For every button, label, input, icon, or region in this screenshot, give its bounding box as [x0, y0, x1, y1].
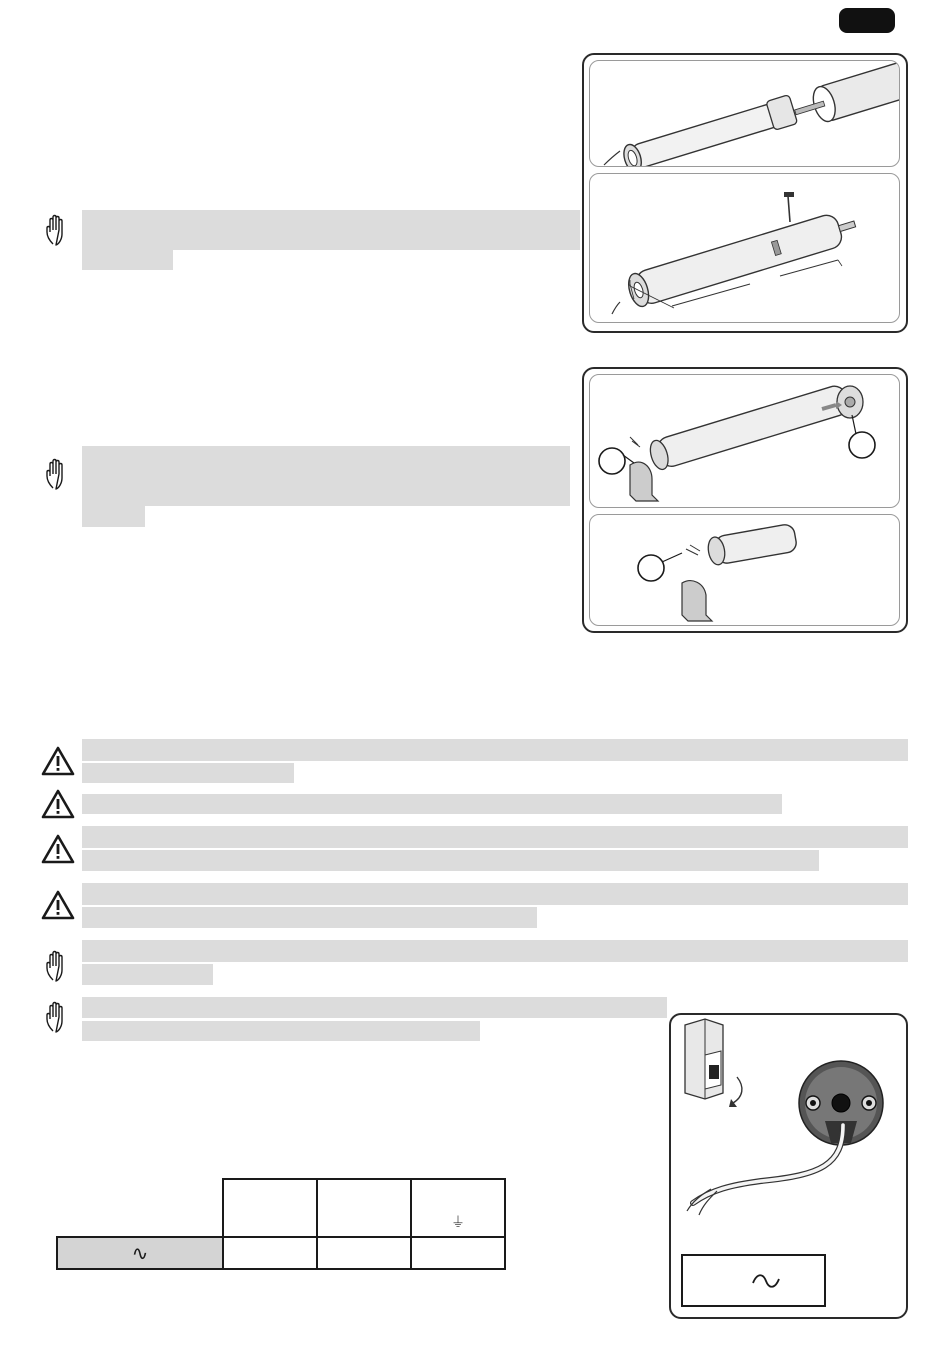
- note-text-bar: [82, 250, 173, 270]
- callout-circle-left: [599, 448, 625, 474]
- figure-3-panel: [669, 1013, 908, 1319]
- warning-triangle-icon: [41, 834, 75, 864]
- callout-circle-bottom: [638, 555, 664, 581]
- page-language-badge: [839, 8, 895, 33]
- note-text-bar: [82, 446, 570, 506]
- hand-stop-icon: [44, 458, 74, 492]
- table-cell: [411, 1237, 505, 1269]
- table-cell: [317, 1237, 411, 1269]
- warning-triangle-icon: [41, 789, 75, 819]
- tube-screw-fixing-illustration: [590, 174, 900, 323]
- warning-triangle-icon: [41, 746, 75, 776]
- note-text-bar: [82, 997, 667, 1018]
- hand-stop-icon: [44, 214, 74, 248]
- ground-symbol-icon: ⏚: [451, 1215, 465, 1231]
- figure-1a-subpanel: [589, 60, 900, 167]
- note-text-bar: [82, 964, 213, 985]
- figure-2-panel: [582, 367, 908, 633]
- figure-2a-subpanel: [589, 374, 900, 508]
- figure-1-panel: [582, 53, 908, 333]
- motor-head-and-bracket-illustration: [590, 515, 900, 626]
- hand-stop-icon: [44, 950, 74, 984]
- note-text-bar: [82, 210, 580, 250]
- table-cell: [223, 1237, 317, 1269]
- warning-text-bar: [82, 763, 294, 783]
- figure-1b-subpanel: [589, 173, 900, 323]
- motor-into-tube-illustration: [590, 61, 900, 167]
- table-row-header-ac: [57, 1237, 223, 1269]
- figure-2b-subpanel: [589, 514, 900, 626]
- callout-circle-right: [849, 432, 875, 458]
- table-col-header: [223, 1179, 317, 1237]
- wiring-voltage-table: [56, 1178, 506, 1270]
- warning-text-bar: [82, 739, 908, 761]
- note-text-bar: [82, 506, 145, 527]
- note-text-bar: [82, 1021, 480, 1041]
- breaker-and-cable-illustration: [671, 1015, 905, 1315]
- table-col-header-ground: [411, 1179, 505, 1237]
- warning-text-bar: [82, 907, 537, 928]
- warning-text-bar: [82, 850, 819, 871]
- note-text-bar: [82, 940, 908, 962]
- warning-text-bar: [82, 794, 782, 814]
- warning-text-bar: [82, 826, 908, 848]
- table-corner: [57, 1179, 223, 1237]
- alternating-current-icon: ∿: [131, 1241, 149, 1265]
- table-col-header: [317, 1179, 411, 1237]
- motor-in-tube-with-brackets-illustration: [590, 375, 900, 508]
- warning-text-bar: [82, 883, 908, 905]
- hand-stop-icon: [44, 1001, 74, 1035]
- warning-triangle-icon: [41, 890, 75, 920]
